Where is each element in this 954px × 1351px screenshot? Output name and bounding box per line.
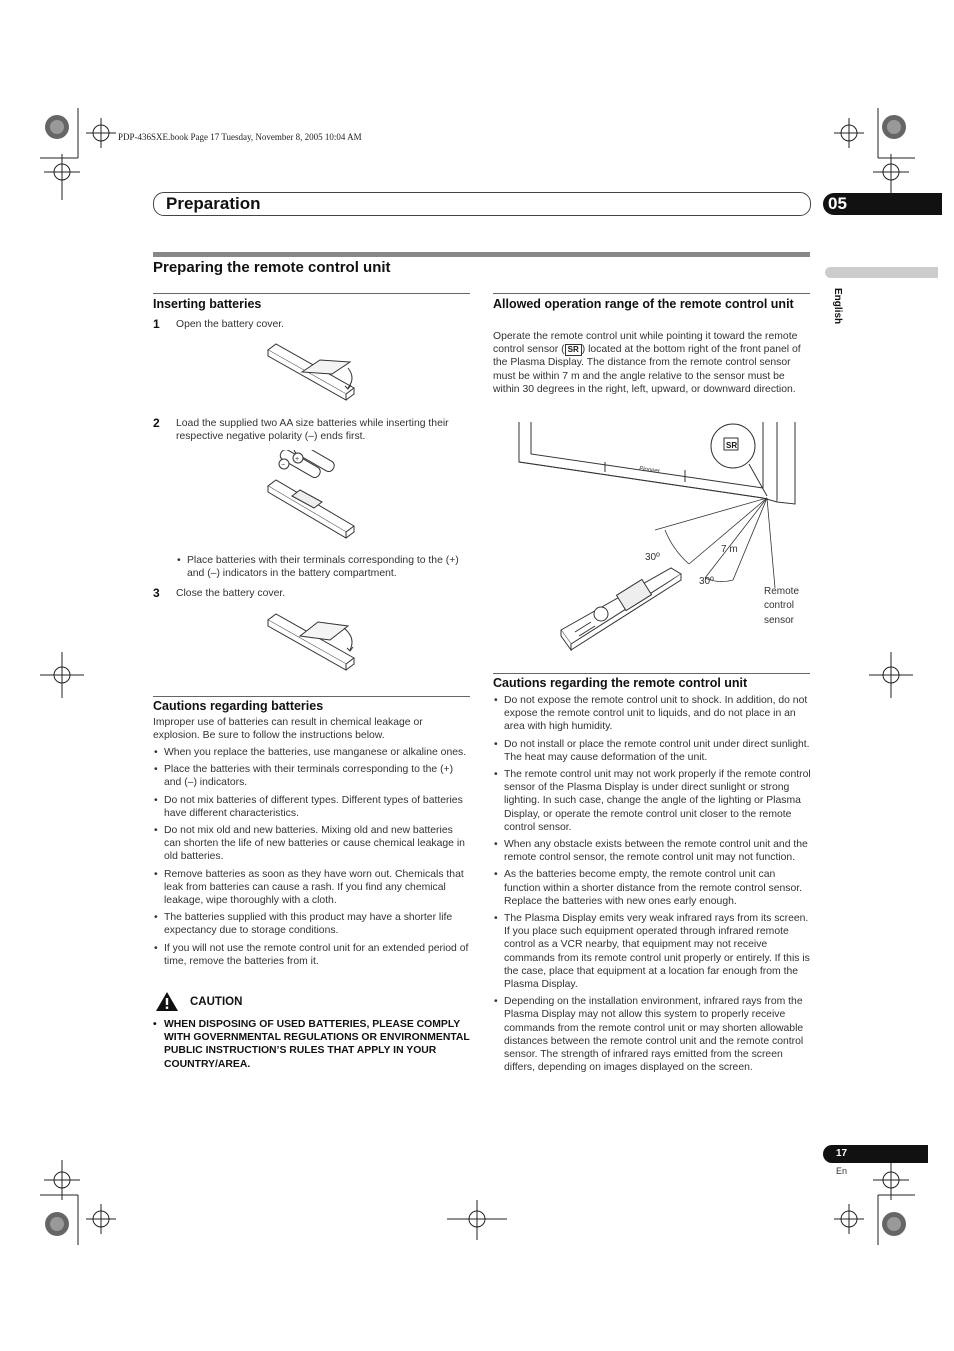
angle-left-label: 30º — [645, 552, 660, 563]
rule-cautions-remote — [493, 673, 810, 674]
cautions-remote-item: • Do not expose the remote control unit to shock. In addition, do not expose the remote control unit to liquids, and do not place in an area with high humidity. — [493, 694, 811, 734]
sensor-badge: SR — [726, 441, 738, 450]
file-info: PDP-436SXE.book Page 17 Tuesday, November 8, 2005 10:04 AM — [118, 132, 362, 142]
step2-bullets — [176, 554, 470, 584]
step1-text: Open the battery cover. — [176, 319, 285, 330]
cautions-batteries-item: • Do not mix batteries of different types. Different types of batteries have different characteristics. — [153, 794, 471, 820]
step3-text: Close the battery cover. — [176, 588, 286, 599]
caution-list — [153, 1018, 471, 1071]
allowed-range-heading: Allowed operation range of the remote control unit — [493, 297, 794, 311]
svg-text:+: + — [295, 456, 300, 463]
cautions-remote-item: • The Plasma Display emits very weak infrared rays from its screen. If you place such equipment operated through infrared remote control as a VCR nearby, that equipment may not receive commands from its remote control unit properly or entirely. If this is the case, place that equipment at a location far enough from the Plasma Display. — [493, 912, 811, 991]
sensor-label-line3: sensor — [764, 615, 795, 626]
cautions-batteries-item: • Remove batteries as soon as they have worn out. Chemicals that leak from batteries can cause a rash. If you find any chemical leakage, wipe thoroughly with a cloth. — [153, 868, 471, 908]
cautions-remote-item: • When any obstacle exists between the remote control unit and the remote control sensor, the remote control unit may not function. — [493, 838, 811, 864]
cautions-remote-item: • The remote control unit may not work properly if the remote control sensor of the Plasma Display is under direct sunlight or strong lighting. In such case, change the angle of the lighting or Plasma Display, or operate the remote control unit closer to the remote control sensor. — [493, 768, 811, 834]
angle-right-label: 30º — [699, 576, 714, 587]
rule-inserting — [153, 293, 470, 294]
step2-text: Load the supplied two AA size batteries while inserting their respective negative polarity (–) ends first. — [176, 418, 449, 443]
cautions-batteries-heading: Cautions regarding batteries — [153, 699, 324, 713]
cautions-batteries-item: • When you replace the batteries, use manganese or alkaline ones. — [153, 746, 471, 759]
cautions-batteries-item: • The batteries supplied with this product may have a shorter life expectancy due to storage conditions. — [153, 911, 471, 937]
step1-number: 1 — [153, 317, 160, 331]
allowed-range-text-after: ) located at the bottom right of the front panel of the Plasma Display. The distance from the remote control sensor must be within 7 m and the angle relative to the sensor must be within 30 degrees in the right, left, upward, or downward direction. — [493, 344, 801, 395]
cautions-remote-item: • As the batteries become empty, the remote control unit can function within a shorter distance from the remote control sensor. Replace the batteries with new ones early enough. — [493, 868, 811, 908]
open-cover-illustration — [262, 338, 362, 408]
cautions-batteries-item: • If you will not use the remote control unit for an extended period of time, remove the batteries from it. — [153, 942, 471, 968]
sensor-label-line1: Remote — [764, 586, 800, 597]
warning-icon — [155, 991, 179, 1012]
language-tab — [825, 267, 938, 278]
cautions-batteries-list — [153, 746, 471, 972]
page-section-title: Preparation — [166, 194, 261, 213]
cautions-batteries-item: • Do not mix old and new batteries. Mixing old and new batteries can shorten the life of new batteries or cause chemical leakage in old batteries. — [153, 824, 471, 864]
brand-logo: Pioneer — [638, 466, 661, 475]
heading-bar — [153, 252, 810, 257]
rule-allowed-range — [493, 293, 810, 294]
sensor-label-line2: control — [764, 600, 795, 611]
cautions-remote-heading: Cautions regarding the remote control unit — [493, 676, 748, 690]
inserting-heading: Inserting batteries — [153, 297, 262, 311]
page-number: 17 — [836, 1148, 848, 1159]
step3-number: 3 — [153, 586, 160, 600]
allowed-range-text-before: Operate the remote control unit while pointing it toward the remote control sensor ( — [493, 331, 798, 356]
cautions-remote-item: • Do not install or place the remote control unit under direct sunlight. The heat may cause deformation of the unit. — [493, 738, 811, 764]
caution-text: • WHEN DISPOSING OF USED BATTERIES, PLEASE COMPLY WITH GOVERNMENTAL REGULATIONS OR ENVIRONMENTAL PUBLIC INSTRUCTION’S RULES THAT APPLY IN YOUR COUNTRY/AREA. — [153, 1018, 471, 1071]
chapter-badge: 05 — [823, 193, 942, 215]
svg-text:−: − — [281, 462, 286, 469]
allowed-range-text — [493, 330, 805, 396]
insert-batteries-illustration — [262, 450, 362, 545]
sensor-badge-inline: SR — [565, 344, 582, 356]
caution-label: CAUTION — [190, 996, 243, 1008]
language-tab-label: English — [832, 288, 843, 325]
page-language: En — [836, 1166, 848, 1176]
step2-bullet: • Place batteries with their terminals corresponding to the (+) and (–) indicators in the battery compartment. — [176, 554, 470, 580]
cautions-batteries-item: • Place the batteries with their terminals corresponding to the (+) and (–) indicators. — [153, 763, 471, 789]
rule-cautions-batteries — [153, 696, 470, 697]
close-cover-illustration — [262, 608, 362, 678]
cautions-batteries-intro: Improper use of batteries can result in chemical leakage or explosion. Be sure to follow the instructions below. — [153, 717, 423, 742]
step2-number: 2 — [153, 416, 160, 430]
main-heading: Preparing the remote control unit — [153, 259, 391, 276]
cautions-remote-list — [493, 694, 811, 1078]
operation-range-diagram — [505, 418, 815, 658]
cautions-remote-item: • Depending on the installation environment, infrared rays from the Plasma Display may not allow this system to properly receive commands from the remote control unit or may shorten allowable distances between the remote control unit and the remote control sensor. The strength of infrared rays emitted from the screen differs, depending on images displayed on the screen. — [493, 995, 811, 1074]
distance-label: 7 m — [721, 544, 738, 555]
